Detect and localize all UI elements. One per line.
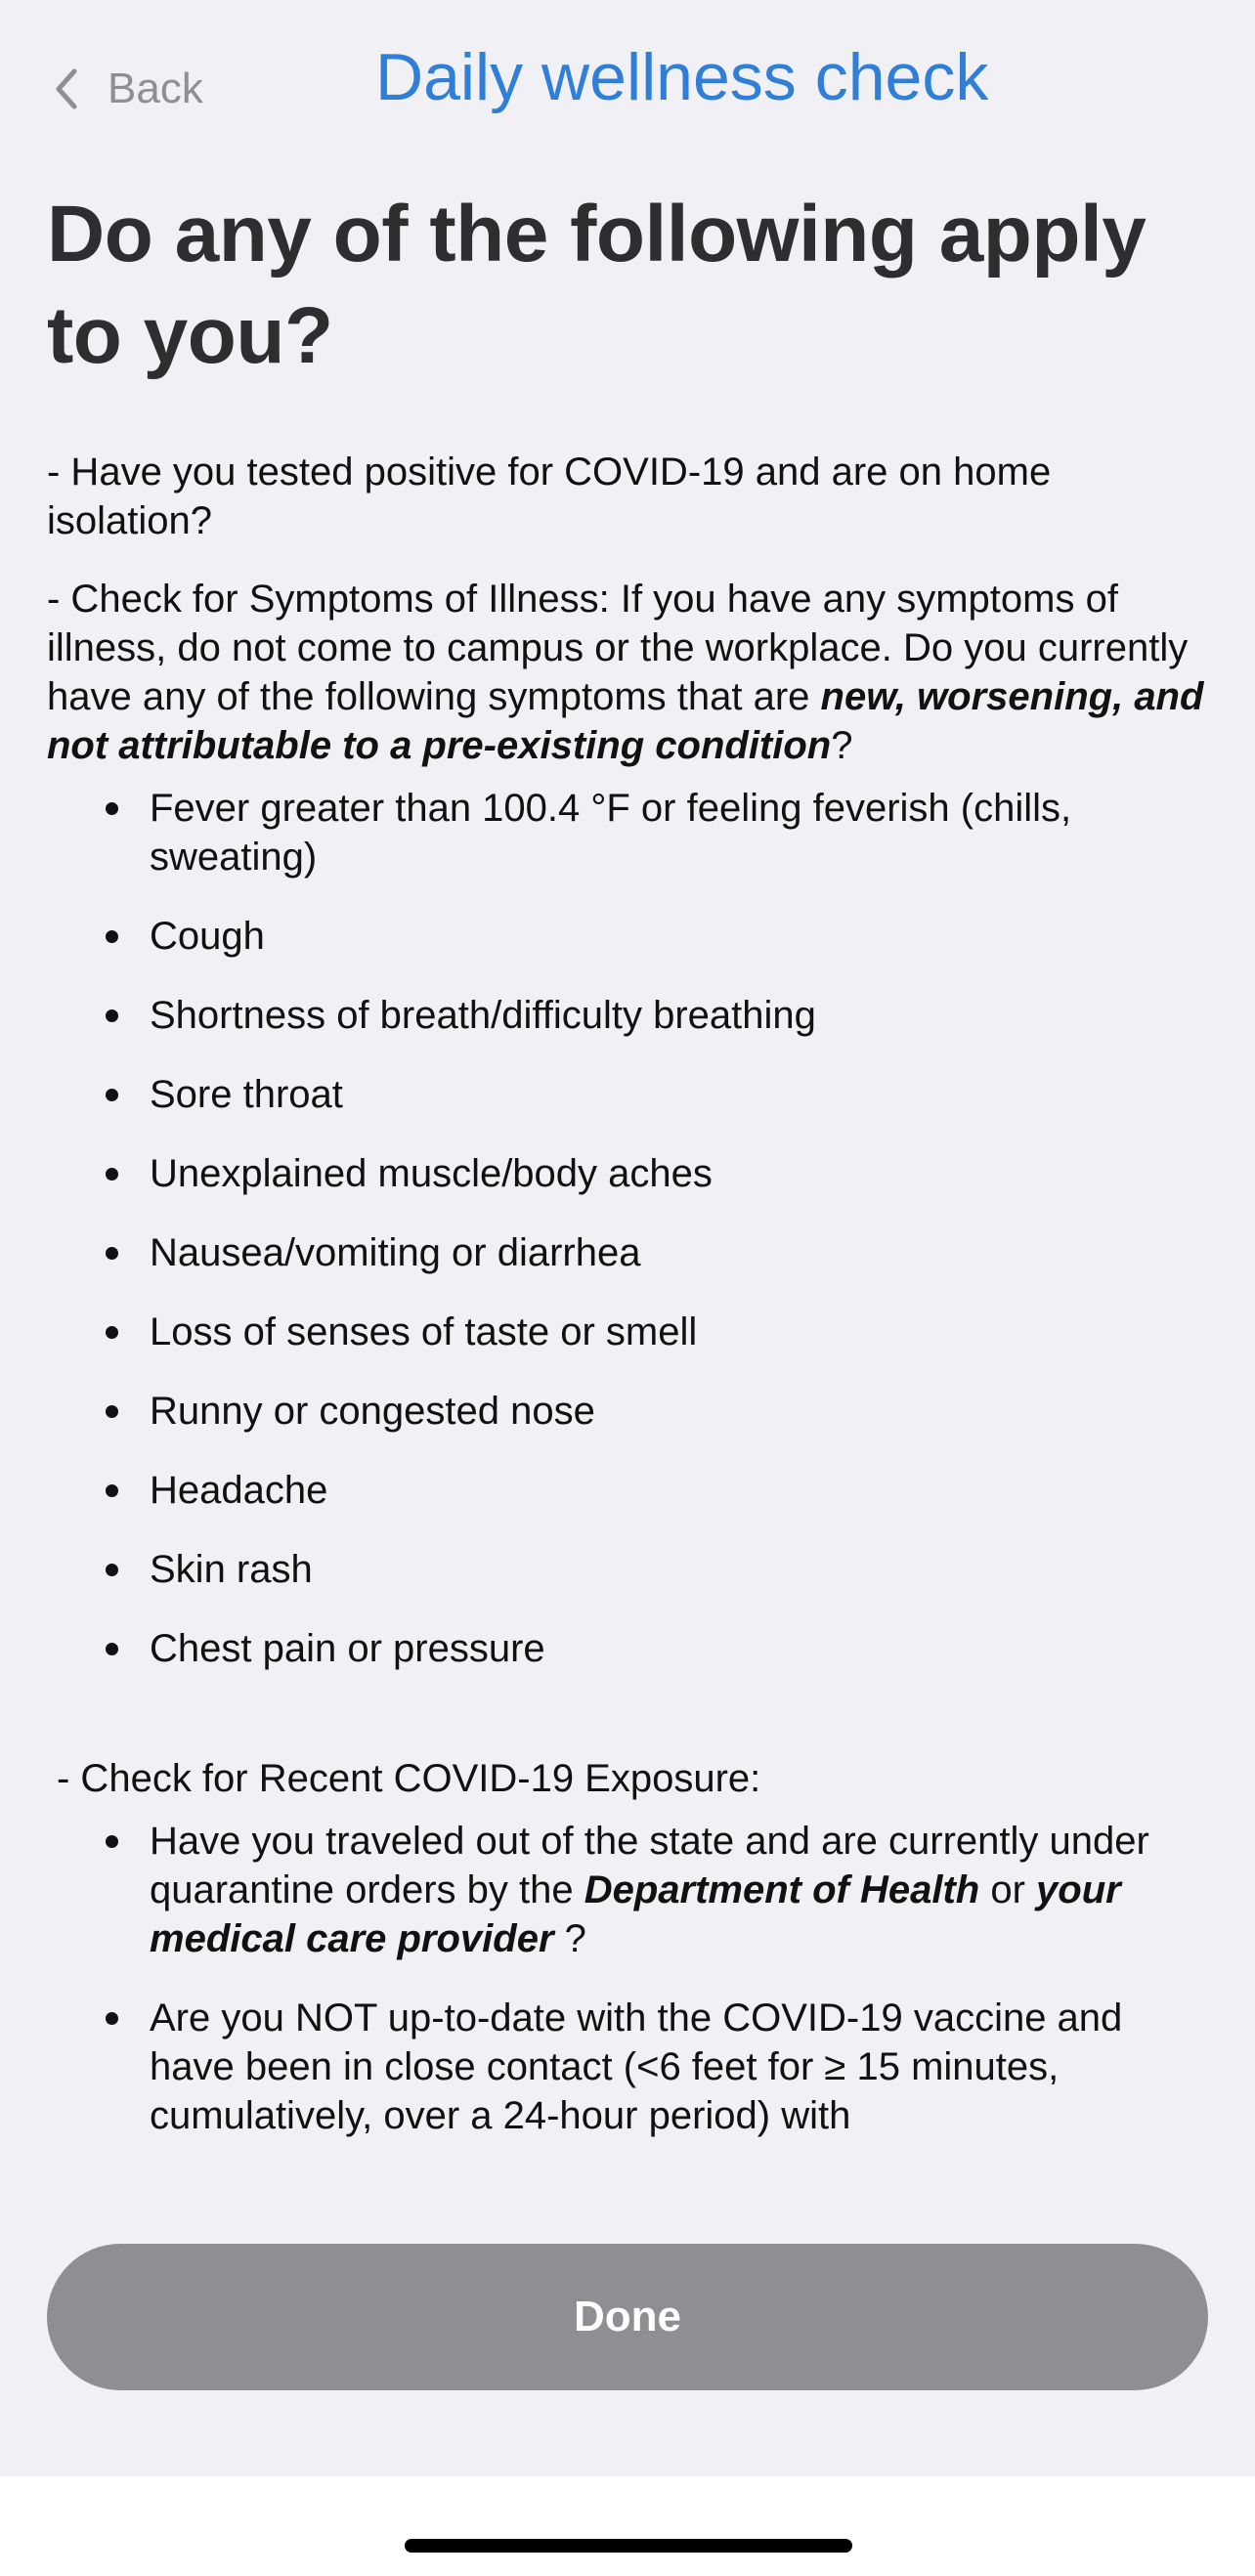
symptoms-emphasis-text: new, worsening, and not attributable to a pre-existing condition	[47, 675, 1204, 767]
travel-emphasis-1: Department of Health	[584, 1868, 980, 1911]
exposure-item-contact: Are you NOT up-to-date with the COVID-19 vaccine and have been in close contact (<6 feet for ≥ 15 minutes, cumulatively, over a 24-hour period) with	[47, 1994, 1210, 2140]
list-item: Fever greater than 100.4 °F or feeling feverish (chills, sweating)	[47, 784, 1210, 881]
list-item: Sore throat	[47, 1070, 1210, 1119]
home-indicator-area	[0, 2476, 1255, 2576]
list-item: Chest pain or pressure	[47, 1624, 1210, 1673]
footer	[0, 2169, 1255, 2476]
exposure-item-travel	[47, 1817, 1210, 1963]
scroll-content[interactable]	[47, 176, 1210, 2169]
question-isolation: - Have you tested positive for COVID-19 and are on home isolation?	[47, 451, 1052, 542]
exposure-heading: - Check for Recent COVID-19 Exposure:	[57, 1757, 761, 1800]
list-item: Cough	[47, 912, 1210, 961]
symptoms-intro-text: - Check for Symptoms of Illness: If you have any symptoms of illness, do not come to campus or the workplace. Do you currently have any of the following symptoms that are	[47, 578, 1189, 718]
list-item: Headache	[47, 1466, 1210, 1515]
home-indicator[interactable]	[405, 2539, 852, 2553]
symptoms-end-text: ?	[831, 724, 853, 767]
chevron-left-icon	[53, 67, 80, 110]
page-title: Do any of the following apply to you?	[47, 190, 1147, 380]
travel-text-3: ?	[553, 1917, 586, 1960]
list-item: Shortness of breath/difficulty breathing	[47, 991, 1210, 1040]
symptom-list	[47, 784, 1210, 1673]
done-button[interactable]: Done	[47, 2244, 1208, 2390]
exposure-list	[47, 1817, 1210, 2140]
travel-emphasis-2: your medical care provider	[150, 1868, 1121, 1960]
back-button[interactable]	[53, 59, 203, 119]
list-item: Skin rash	[47, 1545, 1210, 1594]
travel-text-2: or	[979, 1868, 1037, 1911]
list-item: Loss of senses of taste or smell	[47, 1308, 1210, 1356]
navigation-bar	[0, 0, 1255, 176]
back-label: Back	[108, 64, 203, 112]
list-item: Runny or congested nose	[47, 1387, 1210, 1436]
list-item: Nausea/vomiting or diarrhea	[47, 1228, 1210, 1277]
question-symptoms	[47, 575, 1210, 770]
list-item: Unexplained muscle/body aches	[47, 1149, 1210, 1198]
travel-text-1: Have you traveled out of the state and are currently under quarantine orders by the	[150, 1820, 1149, 1911]
nav-title: Daily wellness check	[375, 40, 989, 114]
